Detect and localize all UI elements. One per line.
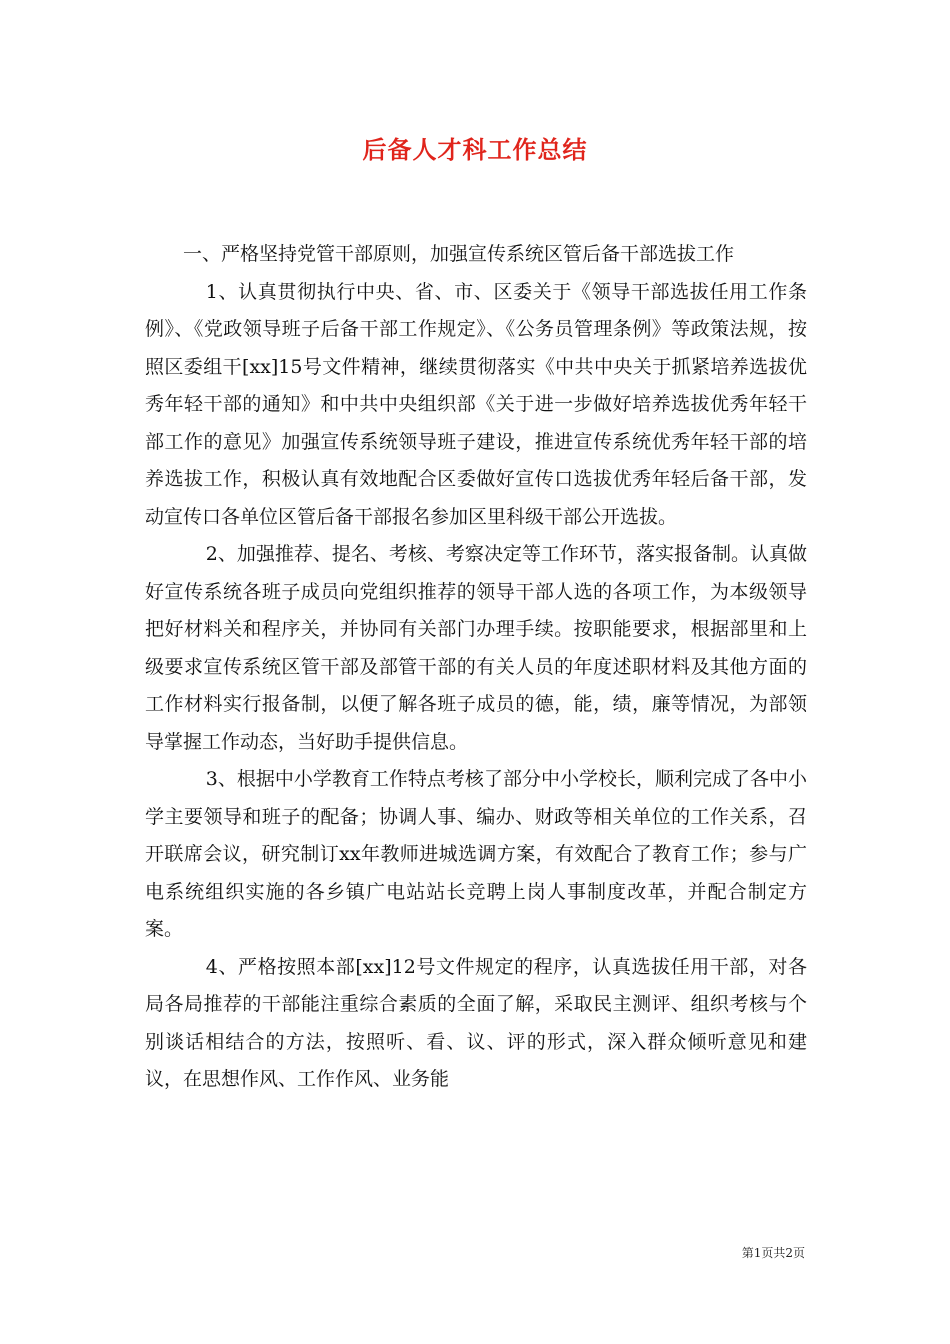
- body-paragraph-3: 3、根据中小学教育工作特点考核了部分中小学校长，顺利完成了各中小学主要领导和班子的配备；协调人事、编办、财政等相关单位的工作关系，召开联席会议，研究制订xx年教师进城选调方案，有效配合了教育工作；参与广电系统组织实施的各乡镇广电站站长竞聘上岗人事制度改革，并配合制定方案。: [145, 768, 807, 940]
- document-title: 后备人才科工作总结: [362, 136, 588, 164]
- document-body: [145, 236, 807, 1099]
- body-paragraph-4: 4、严格按照本部[xx]12号文件规定的程序，认真选拔任用干部，对各局各局推荐的干部能注重综合素质的全面了解，采取民主测评、组织考核与个别谈话相结合的方法，按照听、看、议、评的形式，深入群众倾听意见和建议，在思想作风、工作作风、业务能: [145, 955, 807, 1090]
- body-paragraph-1: 1、认真贯彻执行中央、省、市、区委关于《领导干部选拔任用工作条例》、《党政领导班子后备干部工作规定》、《公务员管理条例》等政策法规，按照区委组干[xx]15号文件精神，继续贯彻落实《中共中央关于抓紧培养选拔优秀年轻干部的通知》和中共中央组织部《关于进一步做好培养选拔优秀年轻干部工作的意见》加强宣传系统领导班子建设，推进宣传系统优秀年轻干部的培养选拔工作，积极认真有效地配合区委做好宣传口选拔优秀年轻后备干部，发动宣传口各单位区管后备干部报名参加区里科级干部公开选拔。: [145, 280, 807, 528]
- body-paragraph-2: 2、加强推荐、提名、考核、考察决定等工作环节，落实报备制。认真做好宣传系统各班子成员向党组织推荐的领导干部人选的各项工作，为本级领导把好材料关和程序关，并协同有关部门办理手续。按职能要求，根据部里和上级要求宣传系统区管干部及部管干部的有关人员的年度述职材料及其他方面的工作材料实行报备制，以便了解各班子成员的德，能，绩，廉等情况，为部领导掌握工作动态，当好助手提供信息。: [145, 543, 807, 753]
- section-heading-paragraph: 一、严格坚持党管干部原则，加强宣传系统区管后备干部选拔工作: [183, 243, 735, 265]
- page-number-footer: 第1页共2页: [741, 1246, 805, 1260]
